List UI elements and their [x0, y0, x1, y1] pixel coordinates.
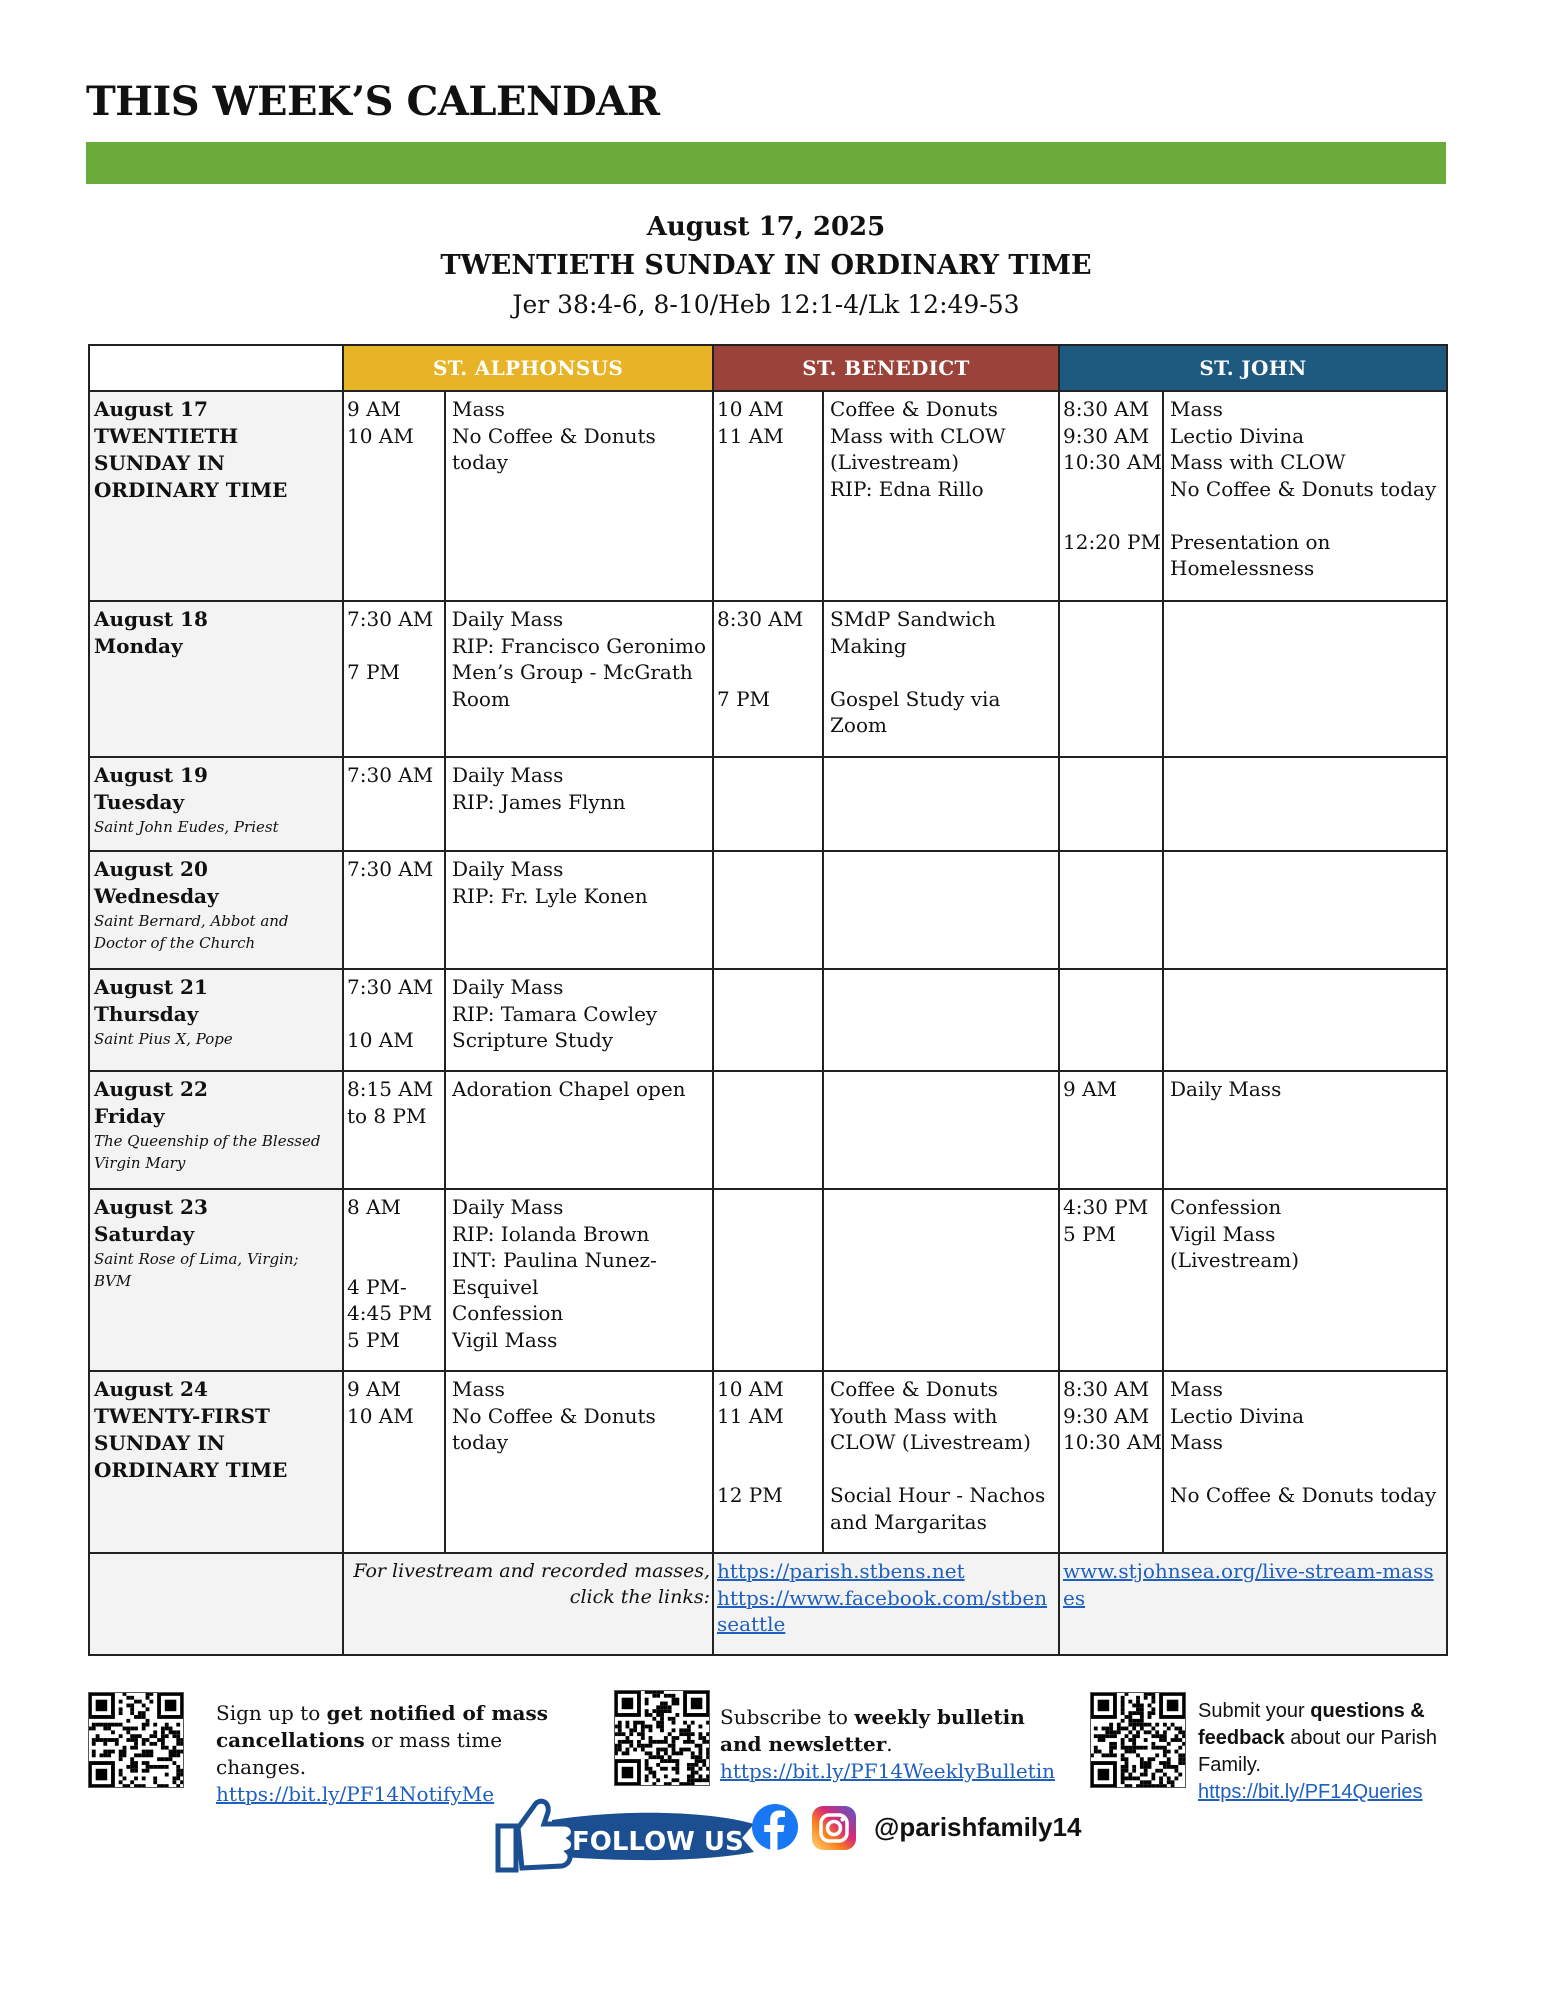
calendar-row	[89, 601, 1447, 757]
day-feast: Saint Pius X, Pope	[94, 1030, 233, 1048]
time-column	[1060, 602, 1164, 756]
event-time: 10 AM	[347, 1028, 414, 1052]
promo-bulletin-bold: weekly bulletin and newsletter	[720, 1705, 1025, 1756]
livestream-john-cell	[1059, 1553, 1447, 1655]
time-column	[1060, 1072, 1164, 1188]
follow-us-label: FOLLOW US	[572, 1827, 744, 1857]
event-description: Zoom	[830, 713, 887, 737]
event-description: Esquivel	[452, 1274, 539, 1299]
schedule-cell-alph	[343, 969, 713, 1071]
event-description: RIP: Edna Rillo	[830, 476, 984, 501]
day-feast: The Queenship of the Blessed Virgin Mary	[94, 1132, 321, 1172]
event-description: RIP: James Flynn	[452, 789, 626, 814]
event-time: 7:30 AM	[347, 763, 434, 787]
event-description: today	[452, 1430, 509, 1454]
day-feast: Saint Rose of Lima, Virgin; BVM	[94, 1250, 299, 1290]
promo-feedback-post: about our Parish Family.	[1198, 1727, 1438, 1776]
event-description: RIP: Francisco Geronimo	[451, 633, 706, 658]
time-column	[344, 758, 446, 850]
event-description: CLOW (Livestream)	[830, 1430, 1031, 1454]
time-column	[344, 1072, 446, 1188]
time-column	[714, 1072, 824, 1188]
time-column	[714, 392, 824, 600]
livestream-note-cell	[343, 1553, 713, 1655]
day-date: August 24	[94, 1377, 208, 1401]
event-time: 10 AM	[717, 1377, 784, 1401]
event-time: 9:30 AM	[1063, 423, 1150, 448]
livestream-link[interactable]: https://parish.stbens.net	[717, 1559, 965, 1583]
event-time: 8 AM	[347, 1195, 402, 1219]
event-time: 11 AM	[717, 1403, 784, 1428]
day-name: Saturday	[94, 1222, 195, 1246]
schedule-cell-ben	[713, 757, 1059, 851]
event-time	[347, 633, 441, 660]
event-time	[347, 1001, 441, 1028]
schedule-cell-ben	[713, 1189, 1059, 1371]
title-divider-bar	[86, 142, 1446, 184]
promo-notify-pre: Sign up to	[216, 1701, 327, 1725]
livestream-link[interactable]: www.stjohnsea.org/live-stream-masses	[1063, 1559, 1434, 1610]
event-description	[1170, 502, 1440, 529]
day-name: Monday	[94, 634, 183, 658]
column-header-john: ST. JOHN	[1059, 345, 1447, 391]
thumbs-up-icon	[498, 1801, 574, 1870]
promo-bulletin-link[interactable]: https://bit.ly/PF14WeeklyBulletin	[720, 1759, 1055, 1783]
event-time: 10 AM	[347, 423, 414, 448]
schedule-cell-ben	[713, 851, 1059, 969]
qr-code-icon[interactable]	[88, 1692, 184, 1788]
event-description: Vigil Mass	[452, 1327, 558, 1352]
event-description: Mass	[452, 1377, 505, 1401]
day-cell	[89, 969, 343, 1071]
event-time: 8:30 AM	[1063, 1377, 1150, 1401]
event-column	[824, 970, 1058, 1070]
calendar-row	[89, 1189, 1447, 1371]
event-column	[446, 852, 712, 968]
promo-feedback-pre: Submit your	[1198, 1700, 1311, 1722]
time-column	[344, 852, 446, 968]
schedule-cell-ben	[713, 601, 1059, 757]
event-description: Confession	[452, 1301, 564, 1325]
event-time: 7 PM	[717, 686, 771, 711]
schedule-cell-john	[1059, 601, 1447, 757]
event-time: 8:30 AM	[1063, 397, 1150, 421]
event-description	[830, 659, 1052, 686]
day-date: August 20	[94, 857, 208, 881]
instagram-icon[interactable]	[812, 1806, 856, 1850]
promo-feedback-link[interactable]: https://bit.ly/PF14Queries	[1198, 1781, 1423, 1803]
time-column	[714, 852, 824, 968]
liturgy-name: TWENTIETH SUNDAY IN ORDINARY TIME	[440, 250, 1092, 281]
schedule-cell-john	[1059, 969, 1447, 1071]
event-time: 9 AM	[347, 397, 402, 421]
day-date: August 17	[94, 397, 208, 421]
calendar-row	[89, 391, 1447, 601]
event-description: Room	[451, 686, 510, 711]
event-description: Mass	[452, 397, 505, 421]
schedule-cell-alph	[343, 1371, 713, 1553]
calendar-table	[88, 344, 1448, 1656]
event-time: 5 PM	[1063, 1221, 1117, 1246]
facebook-icon[interactable]	[752, 1804, 798, 1850]
event-column	[446, 758, 712, 850]
event-description: Youth Mass with	[830, 1403, 998, 1428]
follow-us-banner[interactable]	[492, 1790, 762, 1880]
event-column	[446, 602, 712, 756]
event-description: Homelessness	[1170, 556, 1315, 580]
event-description: Coffee & Donuts	[830, 1377, 998, 1401]
event-time: 5 PM	[347, 1327, 401, 1352]
livestream-row	[89, 1553, 1447, 1655]
event-column	[824, 852, 1058, 968]
event-description: Mass	[1170, 397, 1223, 421]
event-description: Coffee & Donuts	[830, 397, 998, 421]
event-time: 11 AM	[717, 423, 784, 448]
event-column	[1164, 1190, 1446, 1370]
day-name: Thursday	[94, 1002, 199, 1026]
schedule-cell-ben	[713, 1371, 1059, 1553]
event-description: Daily Mass	[1170, 1077, 1282, 1101]
event-time	[717, 659, 819, 686]
event-time	[717, 1429, 819, 1456]
schedule-cell-alph	[343, 757, 713, 851]
event-description: Lectio Divina	[1170, 1403, 1305, 1428]
schedule-cell-alph	[343, 601, 713, 757]
event-description: Men’s Group - McGrath	[451, 660, 693, 684]
event-column	[824, 392, 1058, 600]
event-time: 10 AM	[717, 397, 784, 421]
event-description: Mass with CLOW	[830, 423, 1006, 448]
event-time: 9 AM	[347, 1377, 402, 1401]
time-column	[1060, 392, 1164, 600]
promo-feedback-bold: questions & feedback	[1198, 1700, 1425, 1749]
event-description: No Coffee & Donuts	[452, 423, 656, 448]
day-cell	[89, 391, 343, 601]
event-time: to 8 PM	[347, 1103, 427, 1128]
event-description: RIP: Iolanda Brown	[452, 1221, 650, 1246]
time-column	[1060, 852, 1164, 968]
event-time: 4:45 PM	[347, 1301, 433, 1325]
event-column	[446, 1190, 712, 1370]
event-column	[1164, 1072, 1446, 1188]
calendar-row	[89, 757, 1447, 851]
day-name: TWENTY-FIRST SUNDAY IN ORDINARY TIME	[94, 1404, 288, 1482]
schedule-cell-john	[1059, 1071, 1447, 1189]
calendar-row	[89, 851, 1447, 969]
day-cell	[89, 601, 343, 757]
day-date: August 18	[94, 607, 208, 631]
event-time: 7:30 AM	[347, 975, 434, 999]
event-description: Making	[830, 633, 907, 658]
event-time	[717, 1456, 819, 1483]
event-time	[1063, 502, 1159, 529]
social-handle[interactable]: @parishfamily14	[874, 1812, 1082, 1842]
time-column	[1060, 1190, 1164, 1370]
qr-code-icon[interactable]	[614, 1690, 710, 1786]
calendar-row	[89, 1071, 1447, 1189]
day-cell	[89, 757, 343, 851]
event-description: (Livestream)	[1170, 1248, 1300, 1272]
event-column	[446, 1072, 712, 1188]
event-description: INT: Paulina Nunez-	[452, 1248, 657, 1272]
event-time: 9:30 AM	[1063, 1403, 1150, 1428]
day-cell	[89, 1189, 343, 1371]
event-description	[830, 1456, 1052, 1483]
event-description: Scripture Study	[452, 1028, 614, 1052]
event-description: Lectio Divina	[1170, 423, 1305, 448]
event-time	[347, 1247, 441, 1274]
day-feast: Saint Bernard, Abbot and Doctor of the Church	[94, 912, 289, 952]
day-date: August 22	[94, 1077, 208, 1101]
time-column	[714, 1190, 824, 1370]
column-header-alphonsus: ST. ALPHONSUS	[343, 345, 713, 391]
event-time	[1063, 476, 1159, 503]
time-column	[344, 1190, 446, 1370]
schedule-cell-john	[1059, 391, 1447, 601]
event-description: (Livestream)	[830, 450, 960, 474]
promo-notify-link[interactable]: https://bit.ly/PF14NotifyMe	[216, 1782, 495, 1806]
event-description: Vigil Mass	[1170, 1221, 1276, 1246]
day-name: Wednesday	[94, 884, 219, 908]
event-column	[1164, 602, 1446, 756]
promo-notify-post: or mass time changes.	[216, 1728, 503, 1779]
corner-cell	[89, 345, 343, 391]
time-column	[714, 758, 824, 850]
calendar-row	[89, 969, 1447, 1071]
schedule-cell-ben	[713, 969, 1059, 1071]
livestream-note: For livestream and recorded masses, click the links:	[353, 1560, 710, 1608]
day-feast: Saint John Eudes, Priest	[94, 818, 279, 836]
schedule-cell-john	[1059, 1371, 1447, 1553]
event-time: 10 AM	[347, 1403, 414, 1428]
day-date: August 19	[94, 763, 208, 787]
livestream-blank-cell	[89, 1553, 343, 1655]
promo-bulletin-post: .	[886, 1732, 893, 1756]
day-cell	[89, 1071, 343, 1189]
promo-notify-bold: get notified of mass cancellations	[216, 1701, 549, 1752]
time-column	[344, 1372, 446, 1552]
time-column	[1060, 1372, 1164, 1552]
schedule-cell-john	[1059, 757, 1447, 851]
event-description: and Margaritas	[830, 1509, 987, 1534]
schedule-cell-john	[1059, 1189, 1447, 1371]
event-description: Mass	[1170, 1430, 1223, 1454]
event-column	[824, 1072, 1058, 1188]
event-description: Presentation on	[1170, 529, 1331, 554]
event-time	[347, 1221, 441, 1248]
event-description: No Coffee & Donuts today	[1170, 1483, 1437, 1507]
day-date: August 21	[94, 975, 208, 999]
event-time: 9 AM	[1063, 1077, 1118, 1101]
event-column	[1164, 1372, 1446, 1552]
schedule-cell-ben	[713, 391, 1059, 601]
event-description: Confession	[1170, 1195, 1282, 1219]
page-title: THIS WEEK’S CALENDAR	[86, 78, 660, 125]
event-description: today	[452, 450, 509, 474]
day-cell	[89, 1371, 343, 1553]
event-column	[446, 1372, 712, 1552]
event-time: 8:30 AM	[717, 607, 804, 631]
promo-feedback	[1198, 1698, 1498, 1806]
promo-bulletin	[720, 1704, 1070, 1785]
event-time: 10:30 AM	[1063, 450, 1162, 474]
event-description: Daily Mass	[452, 857, 564, 881]
calendar-row	[89, 1371, 1447, 1553]
event-column	[1164, 392, 1446, 600]
schedule-cell-alph	[343, 851, 713, 969]
event-description: Mass with CLOW	[1170, 450, 1346, 474]
time-column	[1060, 758, 1164, 850]
schedule-cell-alph	[343, 391, 713, 601]
event-column	[1164, 758, 1446, 850]
event-description: Mass	[1170, 1377, 1223, 1401]
event-description: No Coffee & Donuts today	[1170, 476, 1437, 501]
event-description: Gospel Study via	[830, 686, 1001, 711]
event-column	[1164, 970, 1446, 1070]
event-column	[1164, 852, 1446, 968]
event-column	[824, 1190, 1058, 1370]
event-description: No Coffee & Donuts	[452, 1403, 656, 1428]
schedule-cell-john	[1059, 851, 1447, 969]
time-column	[1060, 970, 1164, 1070]
liturgy-readings: Jer 38:4-6, 8-10/Heb 12:1-4/Lk 12:49-53	[512, 290, 1020, 319]
time-column	[714, 602, 824, 756]
event-description: Daily Mass	[451, 607, 564, 631]
day-name: Friday	[94, 1104, 165, 1128]
event-time: 7 PM	[347, 660, 401, 684]
livestream-link[interactable]: https://www.facebook.com/stben seattle	[717, 1585, 1048, 1636]
event-description: Social Hour - Nachos	[830, 1483, 1046, 1507]
time-column	[344, 392, 446, 600]
event-description: Daily Mass	[452, 763, 564, 787]
event-description: RIP: Fr. Lyle Konen	[452, 883, 648, 908]
liturgy-date: August 17, 2025	[646, 212, 886, 242]
event-column	[824, 602, 1058, 756]
event-time	[717, 633, 819, 660]
livestream-benedict-cell	[713, 1553, 1059, 1655]
schedule-cell-alph	[343, 1071, 713, 1189]
time-column	[344, 602, 446, 756]
event-description	[1170, 1456, 1440, 1483]
day-cell	[89, 851, 343, 969]
column-header-benedict: ST. BENEDICT	[713, 345, 1059, 391]
promo-bulletin-pre: Subscribe to	[720, 1705, 855, 1729]
event-time: 10:30 AM	[1063, 1430, 1162, 1454]
event-description: Daily Mass	[452, 1195, 564, 1219]
day-name: TWENTIETH SUNDAY IN ORDINARY TIME	[94, 424, 288, 502]
event-description: RIP: Tamara Cowley	[452, 1001, 658, 1026]
event-column	[446, 970, 712, 1070]
event-time: 7:30 AM	[347, 607, 434, 631]
event-column	[824, 758, 1058, 850]
schedule-cell-alph	[343, 1189, 713, 1371]
time-column	[714, 970, 824, 1070]
day-name: Tuesday	[94, 790, 185, 814]
event-column	[824, 1372, 1058, 1552]
qr-code-icon[interactable]	[1090, 1692, 1186, 1788]
event-time: 4:30 PM	[1063, 1195, 1149, 1219]
time-column	[714, 1372, 824, 1552]
event-description: Adoration Chapel open	[452, 1077, 686, 1101]
event-time: 4 PM-	[347, 1274, 407, 1299]
event-column	[446, 392, 712, 600]
day-date: August 23	[94, 1195, 208, 1219]
schedule-cell-ben	[713, 1071, 1059, 1189]
event-description: Daily Mass	[452, 975, 564, 999]
event-time: 8:15 AM	[347, 1077, 434, 1101]
event-time: 12 PM	[717, 1483, 783, 1507]
event-time: 7:30 AM	[347, 857, 434, 881]
time-column	[344, 970, 446, 1070]
event-description: SMdP Sandwich	[830, 607, 996, 631]
event-time: 12:20 PM	[1063, 529, 1161, 554]
